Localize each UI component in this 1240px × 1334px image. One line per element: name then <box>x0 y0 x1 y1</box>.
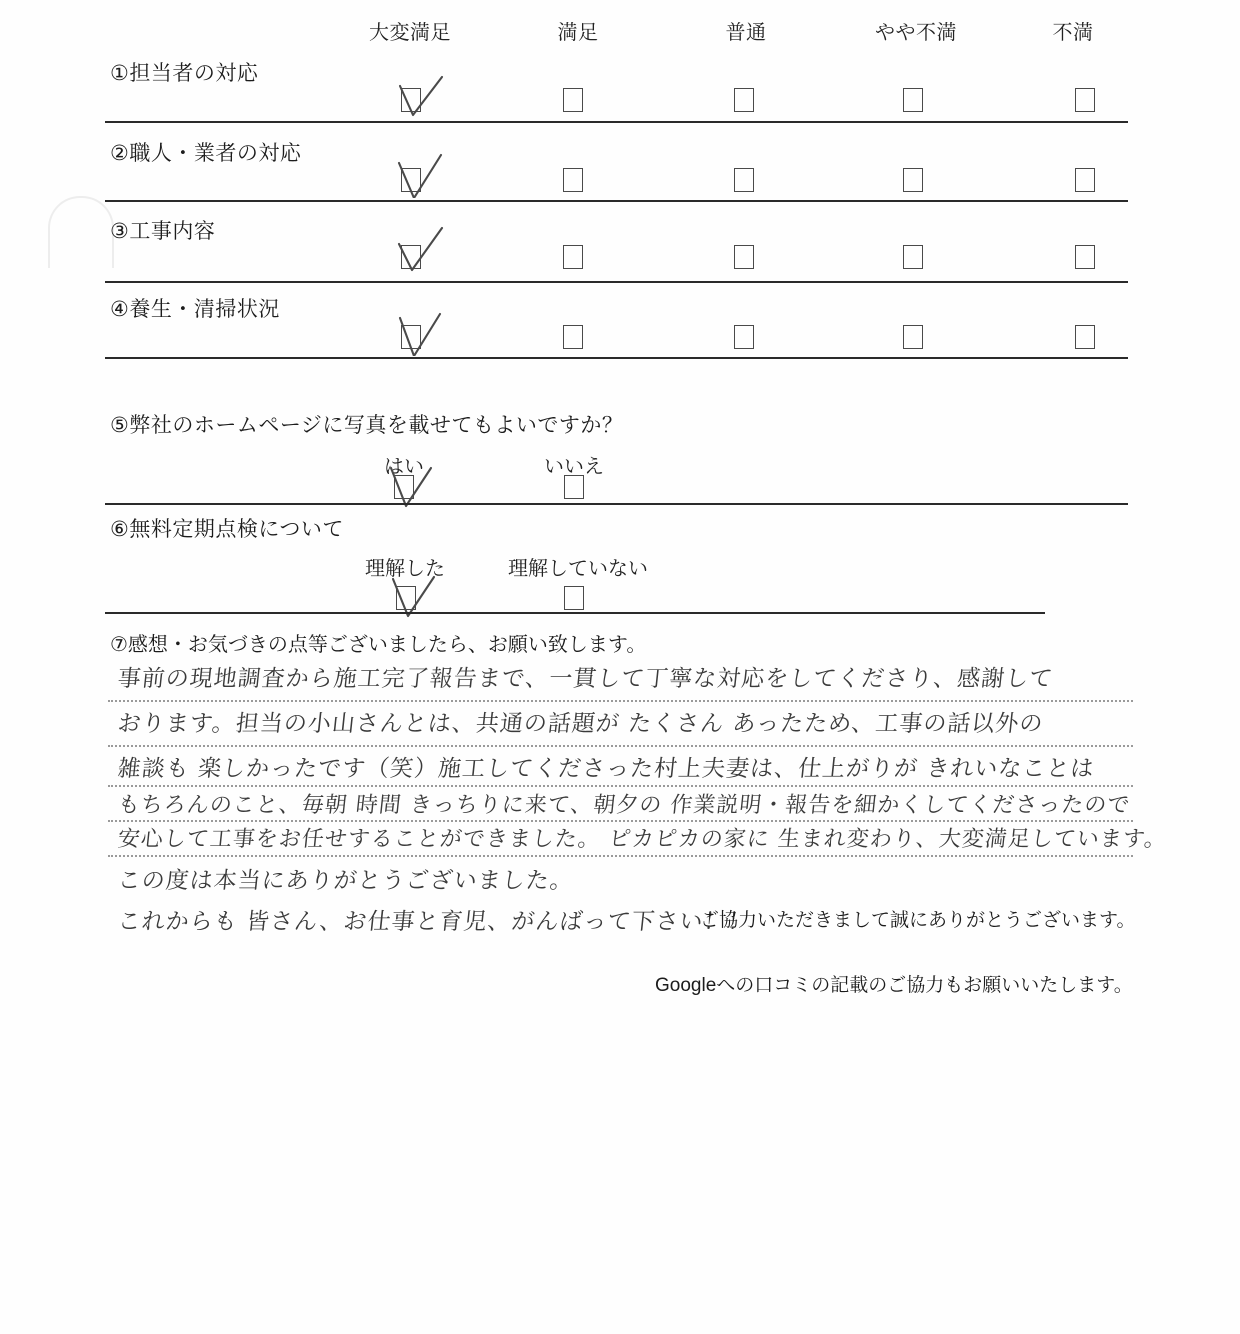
scale-header-0: 大変満足 <box>369 22 451 44</box>
handwritten-line-5: 安心して工事をお任せすることができました。 ピカピカの家に 生まれ変わり、大変満足しています。 <box>116 827 1169 852</box>
checkbox-q5-opt1[interactable] <box>564 475 584 499</box>
question-label-1: ①担当者の対応 <box>110 62 259 85</box>
checkbox-q1-opt0[interactable] <box>401 88 421 112</box>
writing-guide-5 <box>108 855 1133 857</box>
handwritten-line-4: もちろんのこと、毎朝 時間 きっちりに来て、朝夕の 作業説明・報告を細かくしてくださったので <box>116 793 1132 818</box>
writing-guide-3 <box>108 785 1133 787</box>
question-label-7: ⑦感想・お気づきの点等ございましたら、お願い致します。 <box>110 634 647 656</box>
handwritten-line-7: これからも 皆さん、お仕事と育児、がんばって下さい！！ <box>116 909 753 935</box>
checkbox-q1-opt2[interactable] <box>734 88 754 112</box>
checkbox-q4-opt4[interactable] <box>1075 325 1095 349</box>
checkbox-q6-opt0[interactable] <box>396 586 416 610</box>
question-label-2: ②職人・業者の対応 <box>110 142 302 165</box>
checkbox-q5-opt0[interactable] <box>394 475 414 499</box>
row-separator-3 <box>105 281 1128 283</box>
writing-guide-2 <box>108 745 1133 747</box>
q6-option-label-0: 理解した <box>365 558 445 580</box>
question-label-5: ⑤弊社のホームページに写真を載せてもよいですか？ <box>110 414 624 437</box>
checkbox-q4-opt2[interactable] <box>734 325 754 349</box>
checkbox-q1-opt1[interactable] <box>563 88 583 112</box>
checkbox-q2-opt3[interactable] <box>903 168 923 192</box>
checkbox-q4-opt0[interactable] <box>401 325 421 349</box>
handwritten-line-3: 雑談も 楽しかったです（笑）施工してくださった村上夫妻は、仕上がりが きれいなことは <box>116 756 1096 782</box>
google-review-note: Googleへの口コミの記載のご協力もお願いいたします。 <box>655 975 1133 996</box>
checkbox-q4-opt1[interactable] <box>563 325 583 349</box>
thanks-note: ご協力いただきまして誠にありがとうございます。 <box>700 910 1136 931</box>
writing-guide-1 <box>108 700 1133 702</box>
row-separator-2 <box>105 200 1128 202</box>
checkbox-q3-opt3[interactable] <box>903 245 923 269</box>
checkbox-q3-opt4[interactable] <box>1075 245 1095 269</box>
question-label-4: ④養生・清掃状況 <box>110 298 280 321</box>
handwritten-line-6: この度は本当にありがとうございました。 <box>116 868 576 894</box>
q5-option-label-0: はい <box>384 456 424 478</box>
checkbox-q3-opt1[interactable] <box>563 245 583 269</box>
checkbox-q3-opt2[interactable] <box>734 245 754 269</box>
q5-option-label-1: いいえ <box>544 456 604 478</box>
checkbox-q4-opt3[interactable] <box>903 325 923 349</box>
checkbox-q2-opt4[interactable] <box>1075 168 1095 192</box>
checkbox-q2-opt2[interactable] <box>734 168 754 192</box>
scale-header-4: 不満 <box>1052 22 1094 44</box>
q6-option-label-1: 理解していない <box>508 558 648 580</box>
checkbox-q2-opt1[interactable] <box>563 168 583 192</box>
row-separator-5 <box>105 503 1128 505</box>
scale-header-3: やや不満 <box>875 22 957 44</box>
checkbox-q3-opt0[interactable] <box>401 245 421 269</box>
checkbox-q1-opt3[interactable] <box>903 88 923 112</box>
scan-artifact-arc <box>48 196 114 268</box>
scale-header-2: 普通 <box>725 22 767 44</box>
checkbox-q6-opt1[interactable] <box>564 586 584 610</box>
question-label-6: ⑥無料定期点検について <box>110 518 344 541</box>
row-separator-4 <box>105 357 1128 359</box>
row-separator-1 <box>105 121 1128 123</box>
checkbox-q2-opt0[interactable] <box>401 168 421 192</box>
row-separator-6 <box>105 612 1045 614</box>
question-label-3: ③工事内容 <box>110 220 216 243</box>
checkbox-q1-opt4[interactable] <box>1075 88 1095 112</box>
handwritten-line-2: おります。担当の小山さんとは、共通の話題が たくさん あったため、工事の話以外の <box>116 711 1045 737</box>
handwritten-line-1: 事前の現地調査から施工完了報告まで、一貫して丁寧な対応をしてくださり、感謝して <box>116 666 1055 692</box>
scale-header-1: 満足 <box>557 22 599 44</box>
